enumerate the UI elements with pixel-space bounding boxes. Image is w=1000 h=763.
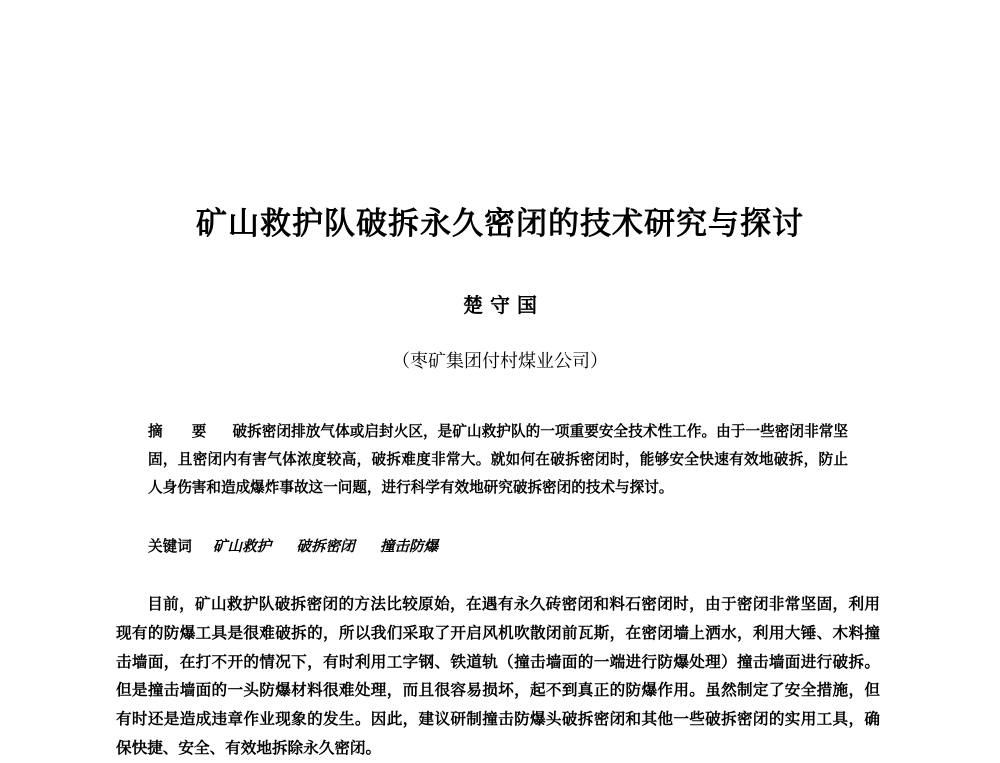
body-paragraph: 目前，矿山救护队破拆密闭的方法比较原始，在遇有永久砖密闭和料石密闭时，由于密闭非常坚固，利用现有的防爆工具是很难破拆的，所以我们采取了开启风机吹散闭前瓦斯，在密闭墙上洒水，利用大锤、木料撞击墙面，在打不开的情况下，有时利用工字钢、铁道轨（撞击墙面的一端进行防爆处理）撞击墙面进行破拆。但是撞击墙面的一头防爆材料很难处理，而且很容易损坏，起不到真正的防爆作用。虽然制定了安全措施，但有时还是造成违章作业现象的发生。因此，建议研制撞击防爆头破拆密闭和其他一些破拆密闭的实用工具，确保快捷、安全、有效地拆除永久密闭。 (116, 595, 880, 757)
keyword: 矿山救护 (212, 538, 272, 555)
abstract-text: 破拆密闭排放气体或启封火区，是矿山救护队的一项重要安全技术性工作。由于一些密闭非常坚固，且密闭内有害气体浓度较高，破拆难度非常大。就如何在破拆密闭时，能够安全快速有效地破拆，防止人身伤害和造成爆炸事故这一问题，进行科学有效地研究破拆密闭的技术与探讨。 (148, 423, 848, 496)
abstract-label: 摘 要 (148, 423, 219, 440)
abstract (148, 418, 848, 502)
author-affiliation: （枣矿集团付村煤业公司） (392, 351, 608, 372)
keywords (148, 533, 848, 561)
keywords-label: 关键词 (148, 538, 192, 555)
keyword: 破拆密闭 (296, 538, 355, 555)
keyword: 撞击防爆 (379, 538, 439, 555)
paper-title: 矿山救护队破拆永久密闭的技术研究与探讨 (196, 206, 804, 242)
author-name: 楚 守 国 (463, 293, 537, 317)
